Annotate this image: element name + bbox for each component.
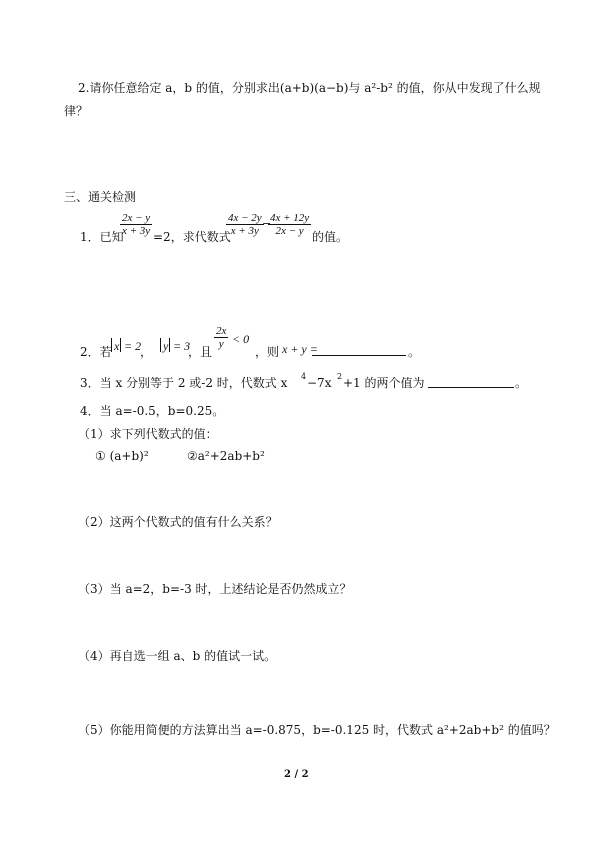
p1-suffix: 的值。: [312, 230, 349, 244]
answer-blank[interactable]: [428, 377, 514, 388]
p1-given-numerator: 2x − y: [122, 212, 151, 224]
abs-bar-right: [120, 338, 121, 352]
p3-exp2: 2: [337, 372, 343, 381]
p1-prefix: 1．已知: [80, 230, 124, 244]
p2-and: ，且: [188, 345, 213, 359]
p3-text3: +1 的两个值为: [343, 376, 425, 390]
abs-bar-left: [111, 338, 112, 352]
abs-bar-right: [169, 338, 170, 352]
p2-frac-numerator: 2x: [216, 325, 227, 337]
question-2-line1: 2.请你任意给定 a，b 的值，分别求出(a+b)(a−b)与 a²-b² 的值，你从中发现了什么规: [78, 81, 541, 95]
p1-fraction-1: [226, 212, 264, 237]
p2-eq2: = 2: [124, 339, 142, 353]
answer-blank[interactable]: [312, 345, 406, 356]
p4-expr1: ① (a+b)²: [95, 449, 149, 463]
p1-f2-denominator: 2x − y: [275, 225, 304, 237]
p2-then: ，则: [255, 345, 280, 359]
p2-fraction: [214, 325, 228, 350]
p2-comma: ，: [140, 345, 153, 359]
p2-prefix: 2．若: [80, 345, 112, 359]
p2-abs-y: y: [163, 339, 169, 353]
p4-sub4: （4）再自选一组 a、b 的值试一试。: [78, 649, 277, 663]
p1-f1-denominator: x + 3y: [230, 225, 259, 237]
p1-given-eq: =2，求代数式: [153, 230, 231, 244]
p4-intro: 4．当 a=-0.5，b=0.25。: [80, 404, 225, 418]
p1-given-fraction: [120, 212, 152, 237]
p1-minus: −: [262, 217, 272, 230]
page-number: 2 / 2: [284, 769, 309, 780]
p4-sub3: （3）当 a=2，b=-3 时，上述结论是否仍然成立？: [78, 582, 352, 596]
p2-abs-x: x: [114, 339, 120, 353]
p1-f1-numerator: 4x − 2y: [228, 212, 262, 224]
p4-sub5: （5）你能用简便的方法算出当 a=-0.875，b=-0.125 时，代数式 a²+2ab+b² 的值吗？: [78, 723, 556, 737]
section-title: 三、通关检测: [64, 190, 137, 204]
p1-given-denominator: x + 3y: [122, 225, 151, 237]
p2-end: 。: [408, 345, 421, 359]
abs-bar-left: [160, 338, 161, 352]
p3-text1: 3．当 x 分别等于 2 或-2 时，代数式 x: [80, 376, 288, 390]
p4-sub1: （1）求下列代数式的值：: [78, 427, 218, 441]
p2-eq3: = 3: [173, 339, 191, 353]
p1-f2-numerator: 4x + 12y: [270, 212, 310, 224]
p2-expr: x + y =: [282, 342, 318, 356]
p4-sub2: （2）这两个代数式的值有什么关系？: [78, 515, 278, 529]
p2-frac-denominator: y: [218, 338, 224, 350]
p3-exp4: 4: [301, 372, 307, 381]
p1-fraction-2: [268, 212, 311, 237]
p2-lt0: < 0: [232, 332, 250, 346]
p4-expr2: ②a²+2ab+b²: [187, 449, 265, 463]
p3-end: 。: [515, 376, 528, 390]
question-2-line2: 律？: [64, 104, 89, 118]
p3-text2: −7x: [307, 376, 332, 390]
